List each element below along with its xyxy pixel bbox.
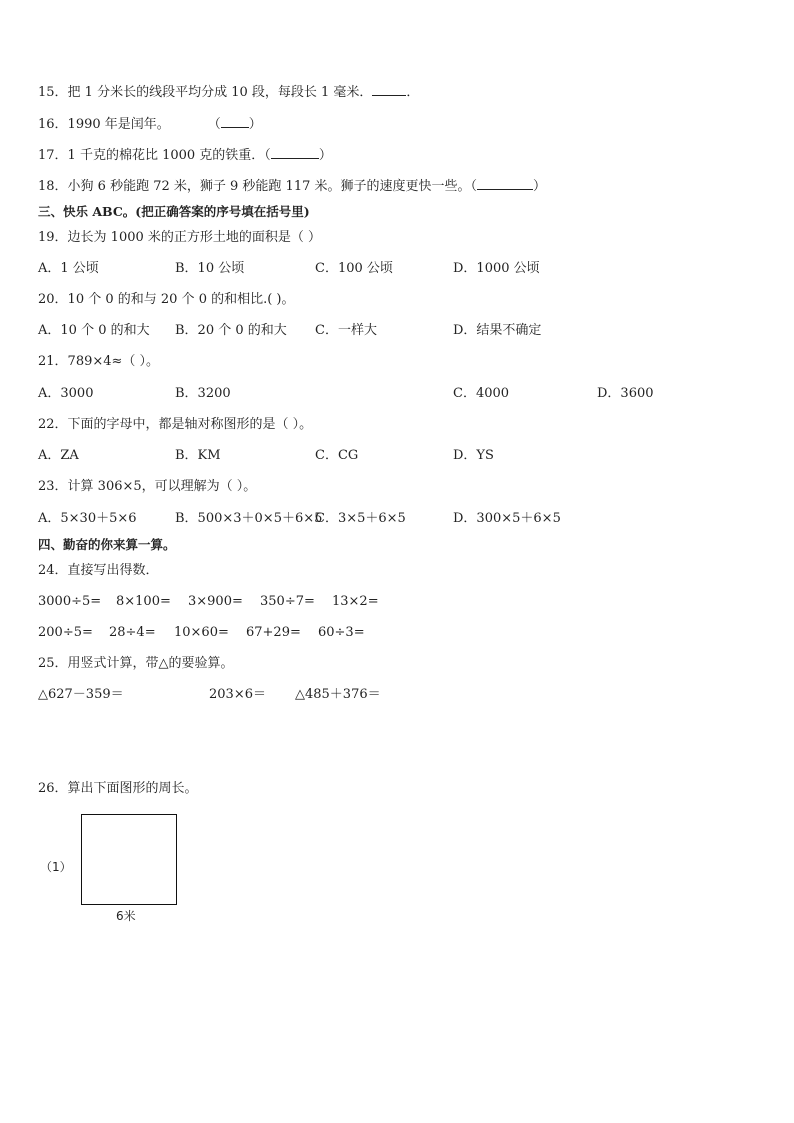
answer-blank[interactable]	[221, 115, 249, 128]
option-a[interactable]: A．10 个 0 的和大	[38, 323, 150, 338]
calc-item: 203×6＝	[209, 687, 266, 702]
question-25: 25．用竖式计算，带△的要验算。	[38, 656, 234, 671]
question-15	[38, 83, 419, 102]
side-length-label: 6米	[116, 909, 136, 923]
question-22: 22．下面的字母中，都是轴对称图形的是（ ）。	[38, 417, 313, 432]
option-b[interactable]: B．20 个 0 的和大	[175, 323, 287, 338]
option-c[interactable]: C．4000	[453, 386, 510, 401]
question-17-text: 17．1 千克的棉花比 1000 克的铁重．	[38, 148, 265, 163]
answer-blank[interactable]	[271, 146, 319, 159]
option-b[interactable]: B．3200	[175, 386, 231, 401]
calc-item: △485＋376＝	[295, 687, 381, 702]
question-18: 18．小狗 6 秒能跑 72 米，狮子 9 秒能跑 117 米。狮子的速度更快一些。（ ）	[38, 179, 547, 194]
calc-item: 350÷7=	[260, 594, 315, 609]
figure-label: （1）	[40, 860, 72, 874]
answer-blank[interactable]	[477, 177, 533, 190]
question-23: 23．计算 306×5，可以理解为（ ）。	[38, 479, 257, 494]
section-3-heading: 三、快乐 ABC。(把正确答案的序号填在括号里)	[38, 204, 310, 219]
option-d[interactable]: D．YS	[453, 448, 494, 463]
section-4-heading: 四、勤奋的你来算一算。	[38, 537, 176, 552]
option-a[interactable]: A．3000	[38, 386, 94, 401]
option-a[interactable]: A．ZA	[38, 448, 79, 463]
question-18-text: 18．小狗 6 秒能跑 72 米，狮子 9 秒能跑 117 米。狮子的速度更快一些。	[38, 179, 471, 194]
calc-item: 8×100=	[116, 594, 171, 609]
option-b[interactable]: B．KM	[175, 448, 221, 463]
calc-item: 13×2=	[332, 594, 379, 609]
option-b[interactable]: B．10 公顷	[175, 261, 245, 276]
calc-item: 28÷4=	[109, 625, 156, 640]
answer-blank[interactable]	[372, 83, 406, 96]
question-16-text: 16．1990 年是闰年。	[38, 117, 170, 132]
square-figure	[81, 814, 177, 905]
calc-item: 67+29=	[246, 625, 301, 640]
option-d[interactable]: D．3600	[597, 386, 654, 401]
calc-item: △627－359＝	[38, 687, 124, 702]
option-d[interactable]: D．300×5＋6×5	[453, 511, 561, 526]
question-21: 21．789×4≈（ ）。	[38, 354, 160, 369]
option-c[interactable]: C．3×5＋6×5	[315, 511, 406, 526]
option-b[interactable]: B．500×3＋0×5＋6×5	[175, 511, 323, 526]
calc-item: 3000÷5=	[38, 594, 102, 609]
option-a[interactable]: A．5×30＋5×6	[38, 511, 137, 526]
calc-item: 200÷5=	[38, 625, 93, 640]
calc-item: 10×60=	[174, 625, 229, 640]
question-15-end: ．	[406, 85, 420, 100]
option-d[interactable]: D．1000 公顷	[453, 261, 540, 276]
question-17: 17．1 千克的棉花比 1000 克的铁重．（ ）	[38, 148, 332, 163]
question-24: 24．直接写出得数．	[38, 563, 159, 578]
option-a[interactable]: A．1 公顷	[38, 261, 99, 276]
calc-item: 60÷3=	[318, 625, 365, 640]
calc-item: 3×900=	[188, 594, 243, 609]
question-15-text: 15．把 1 分米长的线段平均分成 10 段，每段长 1 毫米．	[38, 85, 373, 100]
question-20: 20．10 个 0 的和与 20 个 0 的和相比.( )。	[38, 292, 295, 307]
option-c[interactable]: C．CG	[315, 448, 359, 463]
question-19: 19．边长为 1000 米的正方形土地的面积是（ ）	[38, 230, 322, 245]
option-c[interactable]: C．一样大	[315, 323, 377, 338]
option-c[interactable]: C．100 公顷	[315, 261, 393, 276]
option-d[interactable]: D．结果不确定	[453, 323, 542, 338]
question-16: 16．1990 年是闰年。 （ ）	[38, 117, 262, 132]
question-26: 26．算出下面图形的周长。	[38, 781, 198, 796]
